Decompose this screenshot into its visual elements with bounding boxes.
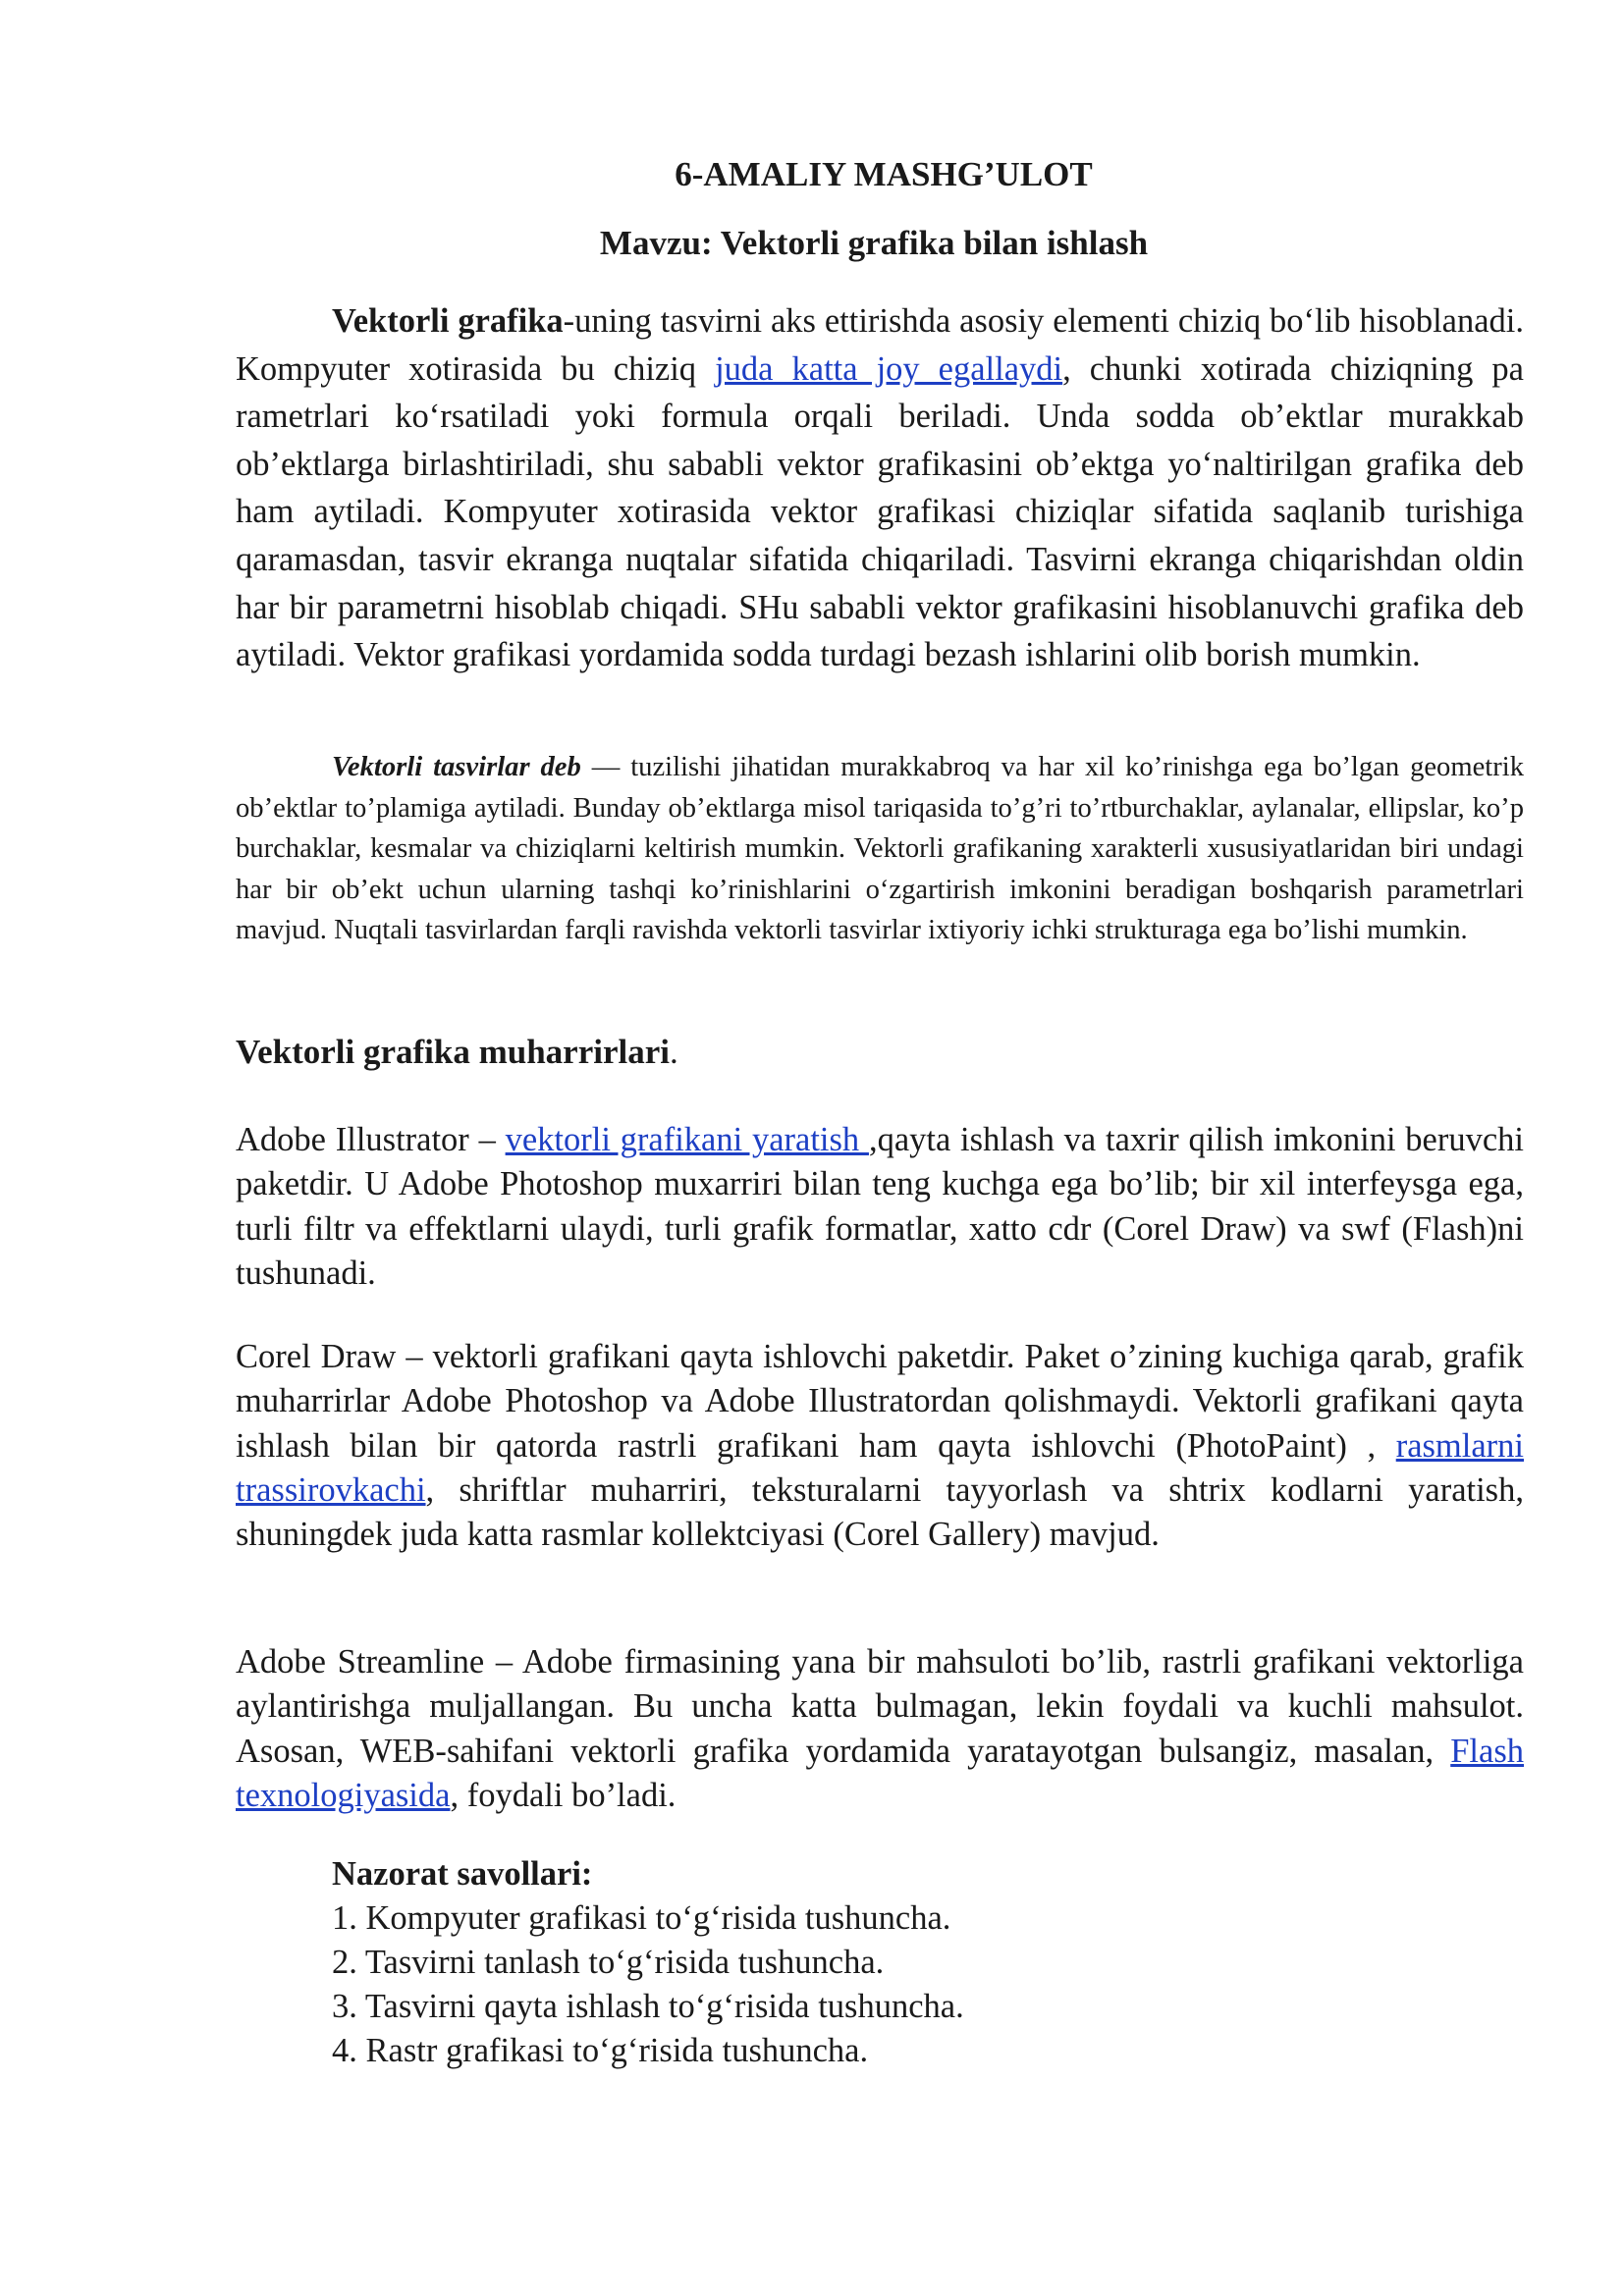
illustrator-paragraph bbox=[236, 1118, 1524, 1296]
corel-text-part1: Corel Draw – vektorli grafikani qayta ishlovchi paketdir. Paket o’zining kuchiga qarab, grafik muharrirlar Adobe Photoshop va Adobe Illustratordan qolishmaydi. Vektorli grafikani qayta ishlash bilan bir qatorda rastrli grafikani ham qayta ishlovchi (PhotoPaint) , bbox=[236, 1338, 1524, 1465]
definition-text: — tuzilishi jihatidan murakkabroq va har xil ko’rinishga ega bo’lgan geometrik ob’ektlar to’plamiga aytiladi. Bunday ob’ektlarga misol tariqasida to’g’ri to’rtburchaklar, aylanalar, ellipslar, ko’p burchaklar, kesmalar va chiziqlarni keltirish mumkin. Vektorli grafikaning xarakterli xususiyatlaridan biri undagi har bir ob’ekt uchun ularning tashqi ko’rinishlarini o‘zgartirish imkonini beradigan boshqarish parametrlari mavjud. Nuqtali tasvirlardan farqli ravishda vektorli tasvirlar ixtiyoriy ichki strukturaga ega bo’lishi mumkin. bbox=[236, 752, 1524, 945]
illustrator-link[interactable]: vektorli grafikani yaratish bbox=[505, 1121, 869, 1158]
questions-heading: Nazorat savollari: bbox=[332, 1855, 593, 1893]
intro-text-part2: , chunki xotirada chiziqning pa rametrlari ko‘rsatiladi yoki formula orqali beriladi. Unda sodda ob’ektlar murakkab ob’ektlarga birlashtiriladi, shu sababli vektor grafikasini ob’ektga yo‘naltirilgan grafika deb ham aytiladi. Kompyuter xotirasida vektor grafikasi chiziqlar sifatida saqlanib turishiga qaramasdan, tasvir ekranga nuqtalar sifatida chiqariladi. Tasvirni ekranga chiqarishdan oldin har bir parametrni hisoblab chiqadi. SHu sababli vektor grafikasini hisoblanuvchi grafika deb aytiladi. Vektor grafikasi yordamida sodda turdagi bezash ishlarini olib borish mumkin. bbox=[236, 349, 1524, 674]
illustrator-text-part1: Adobe Illustrator – bbox=[236, 1121, 506, 1158]
question-item: 2. Tasvirni tanlash to‘g‘risida tushuncha. bbox=[332, 1944, 885, 1981]
editors-heading-tail: . bbox=[669, 1033, 678, 1071]
streamline-text-part2: , foydali bo’ladi. bbox=[450, 1776, 677, 1814]
question-item: 4. Rastr grafikasi to‘g‘risida tushuncha. bbox=[332, 2032, 869, 2069]
editors-heading bbox=[236, 1033, 678, 1072]
document-subtitle: Mavzu: Vektorli grafika bilan ishlash bbox=[599, 224, 1149, 262]
illustrator-text-part2: ,qayta ishlash va taxrir qilish imkonini beruvchi paketdir. U Adobe Photoshop muxarriri bilan teng kuchga ega bo’lib; bir xil interfeysga ega, turli filtr va effektlarni ulaydi, turli grafik formatlar, xatto cdr (Corel Draw) va swf (Flash)ni tushunadi. bbox=[236, 1121, 1524, 1292]
streamline-text-part1: Adobe Streamline – Adobe firmasining yana bir mahsuloti bo’lib, rastrli grafikani vektorliga aylantirishga muljallangan. Bu uncha katta bulmagan, lekin foydali va kuchli mahsulot. Asosan, WEB-sahifani vektorli grafika yordamida yaratayotgan bulsangiz, masalan, bbox=[236, 1643, 1524, 1770]
editors-heading-text: Vektorli grafika muharrirlari bbox=[236, 1033, 670, 1071]
streamline-paragraph bbox=[236, 1640, 1524, 1818]
definition-lead-term: Vektorli tasvirlar deb bbox=[332, 752, 581, 782]
intro-link[interactable]: juda katta joy egallaydi bbox=[715, 349, 1063, 388]
intro-text-part1: -uning tasvirni aks ettirishda asosiy elementi chiziq bo‘lib hisoblanadi. Kompyuter xotirasida bu chiziq bbox=[236, 302, 1525, 388]
document-title: 6-AMALIY MASHG’ULOT bbox=[675, 155, 1093, 193]
question-item: 1. Kompyuter grafikasi to‘g‘risida tushuncha. bbox=[332, 1899, 951, 1937]
intro-paragraph bbox=[236, 297, 1524, 679]
question-item: 3. Tasvirni qayta ishlash to‘g‘risida tushuncha. bbox=[332, 1988, 964, 2025]
streamline-link[interactable]: Flash texnologiyasida bbox=[236, 1732, 1524, 1814]
definition-paragraph bbox=[236, 747, 1524, 951]
corel-link[interactable]: rasmlarni trassirovkachi bbox=[236, 1426, 1524, 1509]
corel-text-part2: , shriftlar muharriri, teksturalarni tayyorlash va shtrix kodlarni yaratish, shuningdek juda katta rasmlar kollektciyasi (Corel Gallery) mavjud. bbox=[236, 1470, 1524, 1554]
control-questions bbox=[332, 1852, 964, 2073]
corel-paragraph bbox=[236, 1335, 1524, 1557]
intro-lead-term: Vektorli grafika bbox=[332, 302, 564, 340]
